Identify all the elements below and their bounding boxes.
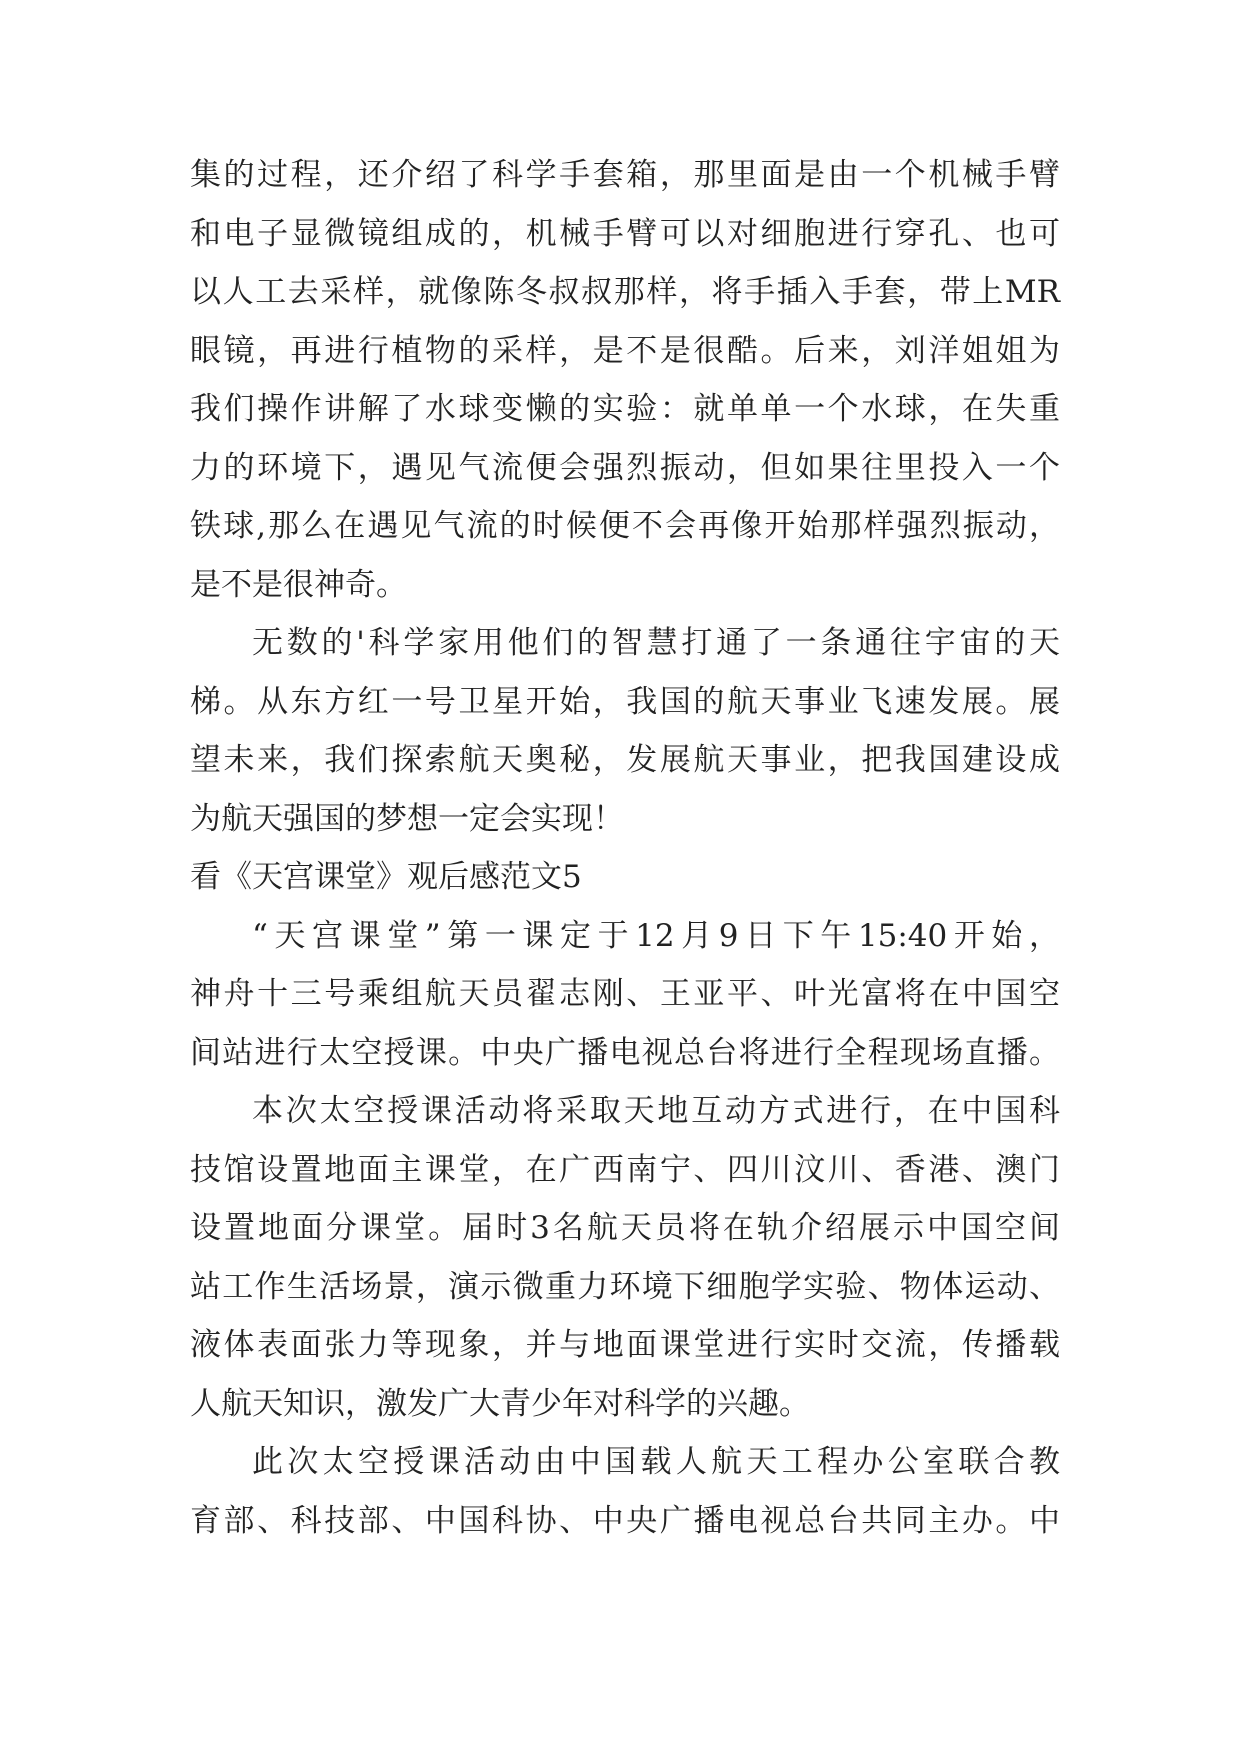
text-line: 育部、科技部、中国科协、中央广播电视总台共同主办。中 — [190, 1502, 1060, 1539]
text-line: 集的过程，还介绍了科学手套箱，那里面是由一个机械手臂 — [190, 157, 1060, 193]
document-body — [190, 146, 1060, 1550]
text-line: 以人工去采样，就像陈冬叔叔那样，将手插入手套，带上MR — [190, 274, 1060, 310]
text-line: 眼镜，再进行植物的采样，是不是很酷。后来，刘洋姐姐为 — [190, 332, 1060, 369]
text-line: 站工作生活场景，演示微重力环境下细胞学实验、物体运动、 — [190, 1268, 1060, 1305]
text-line: 和电子显微镜组成的，机械手臂可以对细胞进行穿孔、也可 — [190, 215, 1060, 252]
paragraph-1 — [190, 146, 1060, 614]
text-line: 间站进行太空授课。中央广播电视总台将进行全程现场直播。 — [190, 1034, 1060, 1071]
section-heading: 看《天宫课堂》观后感范文5 — [190, 859, 582, 895]
text-line: 是不是很神奇。 — [190, 566, 407, 603]
paragraph-2 — [190, 614, 1060, 848]
text-line: 力的环境下，遇见气流便会强烈振动，但如果往里投入一个 — [190, 449, 1060, 486]
text-line: 液体表面张力等现象，并与地面课堂进行实时交流，传播载 — [190, 1327, 1060, 1363]
text-line: 梯。从东方红一号卫星开始，我国的航天事业飞速发展。展 — [190, 683, 1060, 720]
text-line: 我们操作讲解了水球变懒的实验：就单单一个水球，在失重 — [190, 391, 1060, 427]
text-line: 此次太空授课活动由中国载人航天工程办公室联合教 — [252, 1444, 1060, 1480]
text-line: 神舟十三号乘组航天员翟志刚、王亚平、叶光富将在中国空 — [190, 976, 1060, 1012]
text-line: 望未来，我们探索航天奥秘，发展航天事业，把我国建设成 — [190, 742, 1060, 778]
text-line: 人航天知识，激发广大青少年对科学的兴趣。 — [190, 1385, 810, 1422]
text-line: 技馆设置地面主课堂，在广西南宁、四川汶川、香港、澳门 — [190, 1151, 1060, 1188]
text-line: 设置地面分课堂。届时3名航天员将在轨介绍展示中国空间 — [190, 1210, 1060, 1246]
text-line: “天宫课堂”第一课定于12月9日下午15:40开始， — [252, 917, 1060, 954]
paragraph-5 — [190, 1433, 1060, 1550]
paragraph-4 — [190, 1082, 1060, 1433]
text-line: 本次太空授课活动将采取天地互动方式进行，在中国科 — [252, 1093, 1060, 1129]
text-line: 无数的'科学家用他们的智慧打通了一条通往宇宙的天 — [252, 625, 1060, 661]
text-line: 铁球,那么在遇见气流的时候便不会再像开始那样强烈振动， — [190, 508, 1060, 544]
paragraph-3 — [190, 907, 1060, 1083]
text-line: 为航天强国的梦想一定会实现！ — [190, 800, 624, 837]
